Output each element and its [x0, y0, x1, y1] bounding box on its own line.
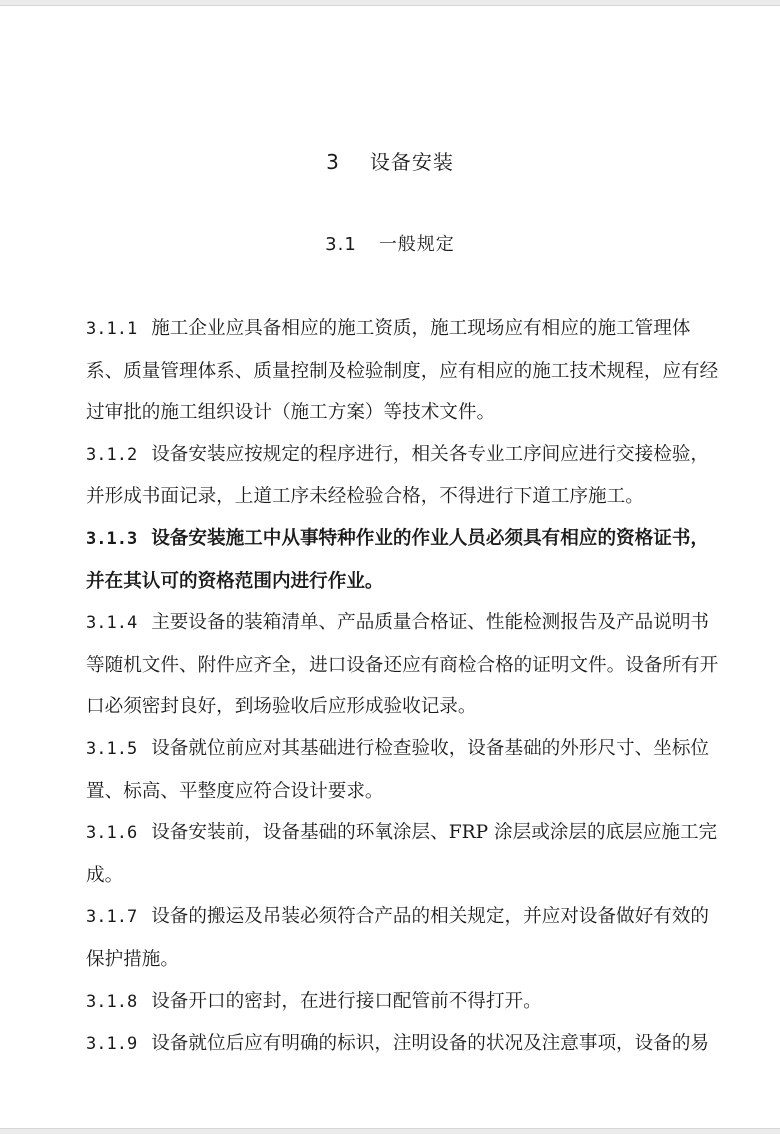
section-heading: [0, 232, 780, 258]
clause-3-1-8: [86, 981, 726, 1024]
chapter-heading: [0, 148, 780, 176]
clause-number: 3.1.9: [86, 1034, 138, 1055]
clause-number: 3.1.4: [86, 613, 138, 634]
clause-3-1-6: [86, 812, 726, 896]
clause-3-1-5: [86, 728, 726, 812]
clause-text: 设备的搬运及吊装必须符合产品的相关规定，并应对设备做好有效的保护措施。: [86, 906, 710, 970]
clause-list: [86, 308, 726, 1066]
clause-text: 设备就位后应有明确的标识，注明设备的状况及注意事项，设备的易: [151, 1033, 710, 1055]
chapter-number: 3: [326, 150, 340, 174]
clause-number: 3.1.8: [86, 991, 138, 1012]
clause-number: 3.1.3: [86, 528, 138, 549]
page-bottom-edge: [0, 1128, 780, 1134]
clause-number: 3.1.5: [86, 738, 138, 759]
clause-number: 3.1.6: [86, 823, 138, 844]
clause-3-1-4: [86, 602, 726, 728]
clause-text: 设备就位前应对其基础进行检查验收，设备基础的外形尺寸、坐标位置、标高、平整度应符合设计要求。: [86, 737, 710, 802]
clause-text: 设备安装施工中从事特种作业的作业人员必须具有相应的资格证书，并在其认可的资格范围内进行作业。: [86, 527, 710, 592]
clause-number: 3.1.1: [86, 319, 138, 339]
clause-3-1-2: [86, 434, 726, 518]
clause-text: 设备开口的密封，在进行接口配管前不得打开。: [151, 990, 542, 1012]
section-number: 3.1: [325, 234, 357, 255]
clause-text: 施工企业应具备相应的施工资质，施工现场应有相应的施工管理体系、质量管理体系、质量控制及检验制度，应有相应的施工技术规程，应有经过审批的施工组织设计（施工方案）等技术文件。: [86, 318, 719, 424]
clause-3-1-7: [86, 896, 726, 980]
clause-3-1-9: [86, 1023, 726, 1066]
chapter-title: 设备安装: [369, 150, 454, 174]
clause-text: 设备安装前，设备基础的环氧涂层、FRP 涂层或涂层的底层应施工完成。: [86, 822, 718, 886]
clause-number: 3.1.7: [86, 907, 138, 928]
clause-3-1-1: [86, 308, 726, 434]
clause-text: 设备安装应按规定的程序进行，相关各专业工序间应进行交接检验，并形成书面记录，上道工序未经检验合格，不得进行下道工序施工。: [86, 443, 710, 508]
clause-3-1-3: [86, 518, 726, 602]
clause-text: 主要设备的装箱清单、产品质量合格证、性能检测报告及产品说明书等随机文件、附件应齐全，进口设备还应有商检合格的证明文件。设备所有开口必须密封良好，到场验收后应形成验收记录。: [86, 612, 719, 718]
section-title: 一般规定: [378, 234, 455, 255]
clause-number: 3.1.2: [86, 444, 138, 465]
